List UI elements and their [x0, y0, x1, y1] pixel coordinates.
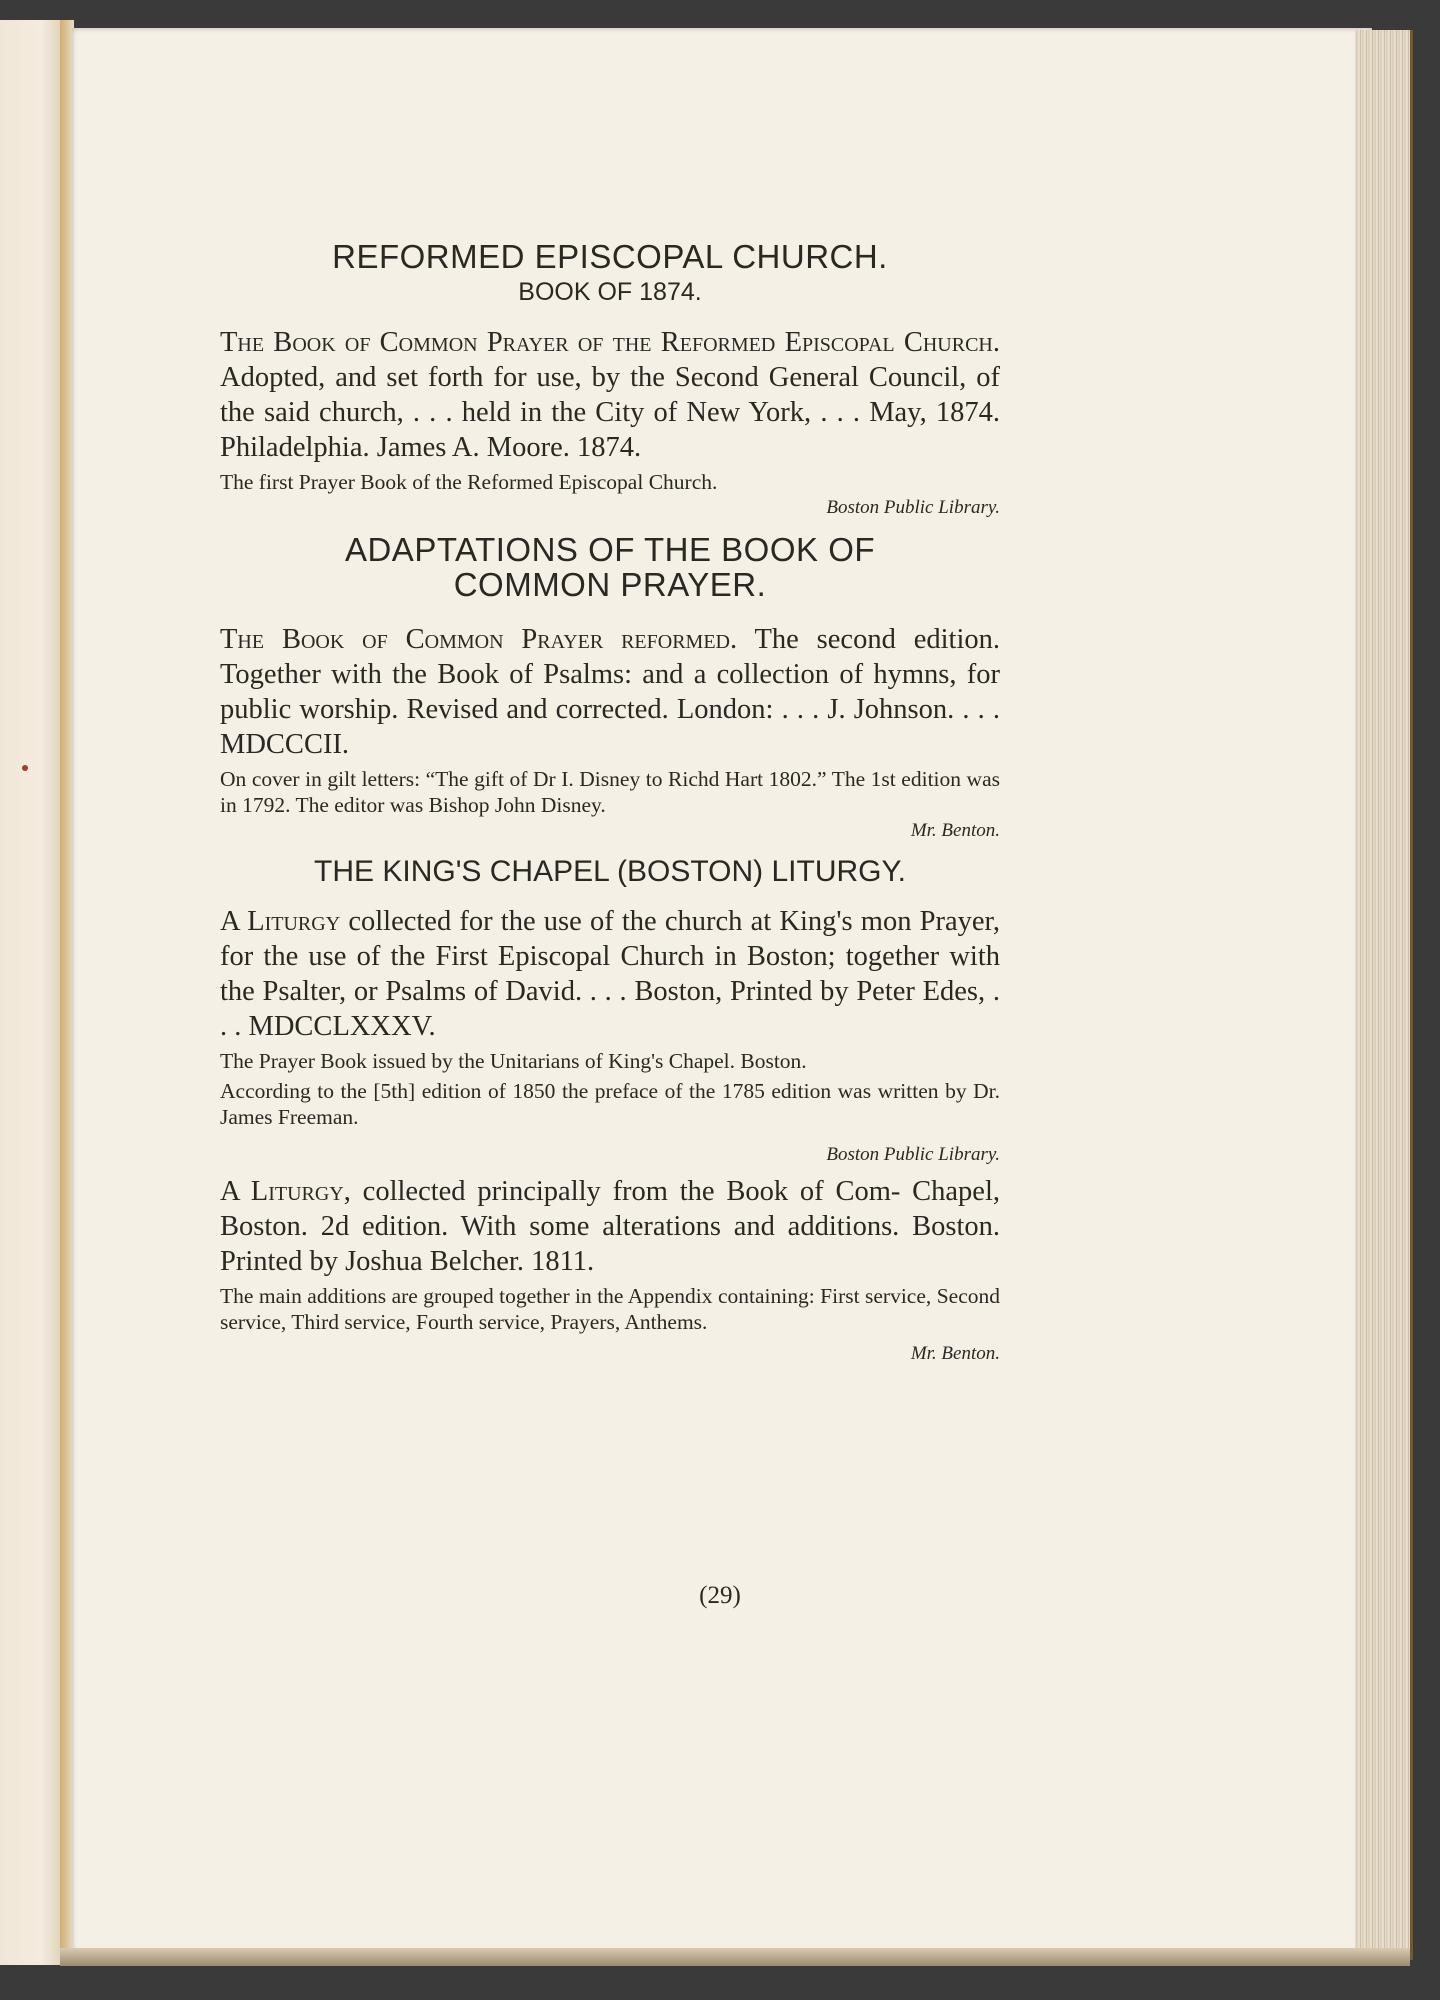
entry-source: Boston Public Library. [826, 496, 1000, 518]
section-heading-reformed: REFORMED EPISCOPAL CHURCH. [332, 238, 888, 275]
entry-text [220, 1174, 1000, 1279]
entry-body: collected for the use of the church at King's mon Prayer, for the use of the First Episcopal Church in Boston; together with the Psalter, or Psalms of David. . . . Boston, Printed by Peter Edes, . . . MDCCLXXXV. [220, 905, 1000, 1042]
entry-bcp-reformed [220, 622, 1000, 842]
entry-note: According to the [5th] edition of 1850 the preface of the 1785 edition was written by Dr. James Freeman. [220, 1078, 1000, 1129]
entry-title: A Liturgy, [220, 1175, 351, 1207]
entry-text [220, 904, 1000, 1044]
red-ink-mark [22, 765, 28, 771]
entry-title: The Book of Common Prayer of the Reformed Episcopal Church. [220, 326, 1000, 358]
entry-liturgy-1785 [220, 904, 1000, 1166]
entry-liturgy-1811 [220, 1174, 1000, 1365]
entry-text [220, 622, 1000, 762]
page-content [220, 240, 1000, 1365]
entry-source: Mr. Benton. [910, 1342, 1000, 1364]
entry-title: A Liturgy [220, 905, 341, 937]
entry-reformed-bcp [220, 325, 1000, 519]
page-number: (29) [699, 1582, 741, 1609]
entry-source: Boston Public Library. [826, 1143, 1000, 1165]
entry-note: The main additions are grouped together in the Appendix containing: First service, Second service, Third service, Fourth service, Prayers, Anthems. [220, 1283, 1000, 1334]
entry-body: The second edition. Together with the Book of Psalms: and a collection of hymns, for public worship. Revised and corrected. London: . . . J. Johnson. . . . MDCCCII. [220, 624, 1000, 761]
page-stack-edge [1355, 30, 1413, 1960]
entry-note: The first Prayer Book of the Reformed Episcopal Church. [220, 469, 718, 494]
entry-text [220, 325, 1000, 465]
entry-title: The Book of Common Prayer reformed. [220, 624, 738, 656]
page-bottom-edge [60, 1948, 1410, 1966]
entry-source: Mr. Benton. [910, 820, 1000, 842]
entry-note: On cover in gilt letters: “The gift of Dr I. Disney to Richd Hart 1802.” The 1st edition was in 1792. The editor was Bishop John Disney. [220, 767, 1000, 818]
section-heading-kings-chapel: THE KING'S CHAPEL (BOSTON) LITURGY. [314, 855, 906, 889]
entry-body: Adopted, and set forth for use, by the Second General Council, of the said church, . . . held in the City of New York, . . . May, 1874. Philadelphia. James A. Moore. 1874. [220, 361, 1000, 463]
section-subheading-1874: BOOK OF 1874. [518, 277, 702, 306]
section-heading-adaptations: ADAPTATIONS OF THE BOOK OF COMMON PRAYER. [344, 530, 876, 603]
entry-note: The Prayer Book issued by the Unitarians of King's Chapel. Boston. [220, 1048, 807, 1073]
entry-body: collected principally from the Book of Com- Chapel, Boston. 2d edition. With some alterations and additions. Boston. Printed by Joshua Belcher. 1811. [220, 1175, 1000, 1277]
